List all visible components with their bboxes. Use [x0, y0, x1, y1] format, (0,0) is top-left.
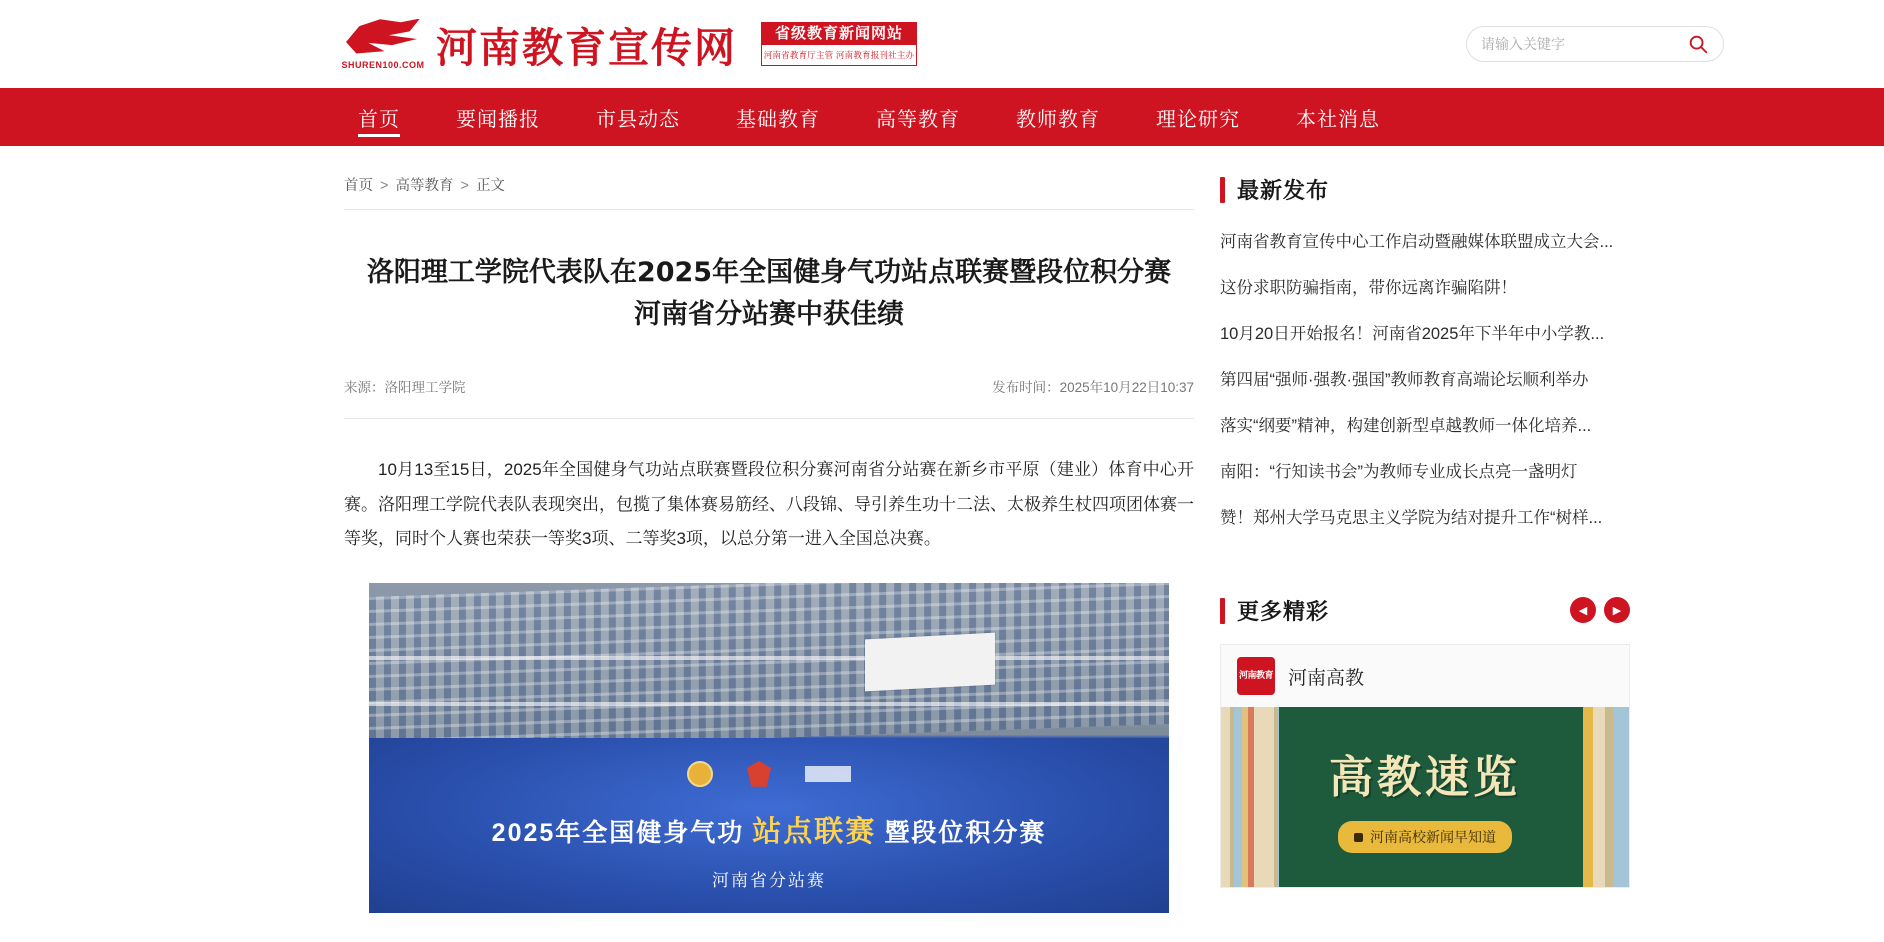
article-publish-time [992, 376, 1194, 396]
site-badge-bottom: 河南省教育厅主管 河南教育报刊社主办 [763, 50, 915, 60]
breadcrumb-separator: > [460, 178, 469, 194]
emblem-circle-icon [687, 761, 713, 787]
chevron-right-icon[interactable]: ▶ [1604, 597, 1630, 623]
carousel-controls [1570, 597, 1630, 623]
breadcrumb-item-home[interactable]: 首页 [344, 178, 373, 194]
article-paragraph: 10月13至15日，2025年全国健身气功站点联赛暨段位积分赛河南省分站赛在新乡市平原（建业）体育中心开赛。洛阳理工学院代表队表现突出，包揽了集体赛易筋经、八段锦、导引养生功十二法、太极养生杖四项团体赛一等奖，同时个人赛也荣获一等奖3项、二等奖3项，以总分第一进入全国总决赛。 [344, 459, 1194, 549]
section-accent-bar [1220, 598, 1225, 624]
wechat-poster-image [1221, 707, 1629, 887]
site-badge-top: 省级教育新闻网站 [762, 23, 916, 45]
photo-emblems [687, 761, 851, 787]
photo-screen-line1-highlight: 站点联赛 [752, 815, 877, 848]
site-badge [761, 22, 917, 66]
article-time-value: 2025年10月22日10:37 [1059, 379, 1194, 395]
list-item[interactable]: 第四届“强师·强教·强国”教师教育高端论坛顺利举办 [1220, 371, 1589, 389]
main-nav [0, 88, 1884, 146]
site-logo[interactable] [341, 15, 917, 74]
wechat-card[interactable] [1220, 644, 1630, 888]
avatar: 河南教育 [1237, 657, 1275, 695]
photo-screen-line1 [492, 809, 1047, 850]
nav-item-company-news[interactable]: 本社消息 [1296, 108, 1380, 131]
emblem-shield-icon [747, 761, 771, 787]
nav-item-home[interactable]: 首页 [330, 88, 428, 146]
photo-led-screen [369, 738, 1169, 913]
article-photo [369, 583, 1169, 913]
photo-white-banner [865, 633, 995, 692]
nav-item-teacher-education[interactable]: 教师教育 [1016, 108, 1100, 131]
breadcrumb-separator: > [380, 178, 389, 194]
photo-screen-line1-right: 暨段位积分赛 [884, 818, 1047, 847]
photo-stand-rail [369, 702, 1169, 706]
more-section-header [1220, 595, 1658, 626]
wechat-account-name: 河南高教 [1288, 667, 1365, 689]
list-item[interactable]: 南阳：“行知读书会”为教师专业成长点亮一盏明灯 [1220, 463, 1578, 481]
photo-screen-line1-left: 2025年全国健身气功 [491, 818, 745, 847]
wechat-poster-pill-text: 河南高校新闻早知道 [1370, 829, 1496, 845]
search-box[interactable] [1466, 26, 1724, 62]
article-source-value: 洛阳理工学院 [384, 379, 466, 395]
list-item[interactable]: 落实“纲要”精神，构建创新型卓越教师一体化培养... [1220, 417, 1592, 435]
page-body [0, 146, 1884, 913]
search-input[interactable] [1481, 36, 1687, 52]
list-item[interactable]: 这份求职防骗指南，带你远离诈骗陷阱！ [1220, 279, 1517, 297]
nav-item-theory-research[interactable]: 理论研究 [1156, 108, 1240, 131]
article-column [344, 146, 1194, 913]
article-body [344, 453, 1194, 558]
wechat-poster-title: 高教速览 [1329, 752, 1521, 803]
nav-item-higher-education[interactable]: 高等教育 [876, 108, 960, 131]
photo-stand-rail [369, 656, 1169, 660]
wechat-poster-pill [1338, 821, 1512, 853]
article-source-label: 来源： [344, 379, 385, 395]
logo-domain-text: SHUREN100.COM [341, 59, 425, 70]
nav-item-city-news[interactable]: 市县动态 [596, 108, 680, 131]
nav-item-top-news[interactable]: 要闻播报 [456, 108, 540, 131]
chevron-left-icon[interactable]: ◀ [1570, 597, 1596, 623]
emblem-logo-icon [805, 766, 851, 782]
nav-item-basic-education[interactable]: 基础教育 [736, 108, 820, 131]
section-accent-bar [1220, 177, 1225, 203]
latest-section-header [1220, 174, 1658, 205]
logo-mark-icon [341, 16, 425, 72]
list-item[interactable]: 河南省教育宣传中心工作启动暨融媒体联盟成立大会... [1220, 233, 1614, 251]
logo-swoosh-icon [346, 19, 420, 57]
article-meta [344, 376, 1194, 419]
photo-stands [369, 583, 1169, 752]
wechat-card-header [1221, 645, 1629, 707]
sidebar [1220, 146, 1658, 913]
article-title: 洛阳理工学院代表队在2025年全国健身气功站点联赛暨段位积分赛河南省分站赛中获佳绩 [366, 257, 1172, 330]
list-item[interactable]: 10月20日开始报名！河南省2025年下半年中小学教... [1220, 325, 1605, 343]
site-header [0, 0, 1884, 88]
breadcrumb [344, 174, 1194, 210]
article-source [344, 376, 466, 396]
latest-section-title: 最新发布 [1237, 178, 1330, 203]
breadcrumb-item-current: 正文 [475, 178, 505, 194]
latest-news-list [1220, 219, 1658, 541]
more-section-title: 更多精彩 [1237, 599, 1330, 624]
search-icon[interactable] [1687, 33, 1709, 55]
photo-screen-line2: 河南省分站赛 [712, 870, 826, 890]
list-item[interactable]: 赞！郑州大学马克思主义学院为结对提升工作“树样... [1220, 509, 1603, 527]
breadcrumb-item-higher-education[interactable]: 高等教育 [395, 178, 454, 194]
article-time-label: 发布时间： [992, 379, 1060, 395]
logo-title: 河南教育宣传网 [436, 23, 737, 72]
pill-dot-icon [1354, 833, 1363, 842]
